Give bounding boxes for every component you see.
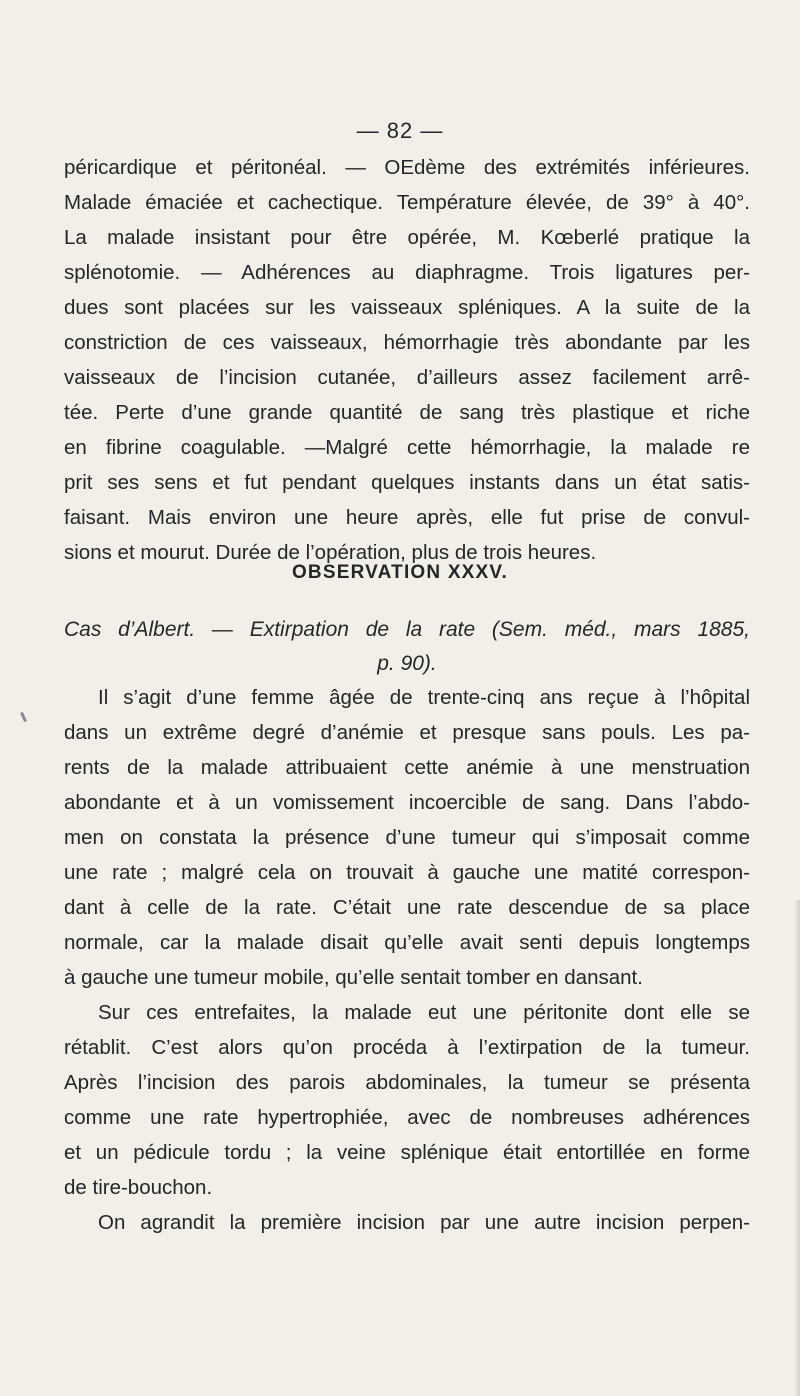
text-line: prit ses sens et fut pendant quelques instants dans un état satis- [64, 471, 750, 494]
text-line: rents de la malade attribuaient cette anémie à une menstruation [64, 756, 750, 779]
page-number: — 82 — [356, 118, 444, 143]
text-line: abondante et à un vomissement incoercible de sang. Dans l’abdo- [64, 791, 750, 814]
text-line: péricardique et péritonéal. — OEdème des extrémités inférieures. [64, 156, 750, 179]
text-line: dant à celle de la rate. C’était une rate descendue de sa place [64, 896, 750, 919]
text-line: en fibrine coagulable. —Malgré cette hémorrhagie, la malade re [64, 436, 750, 459]
text-line: dues sont placées sur les vaisseaux spléniques. A la suite de la [64, 296, 750, 319]
text-line: de tire-bouchon. [64, 1176, 213, 1199]
citation-line: Cas d’Albert. — Extirpation de la rate (Sem. méd., mars 1885, [64, 618, 750, 641]
text-line: dans un extrême degré d’anémie et presque sans pouls. Les pa- [64, 721, 750, 744]
text-line: sions et mourut. Durée de l’opération, plus de trois heures. [64, 541, 597, 564]
paragraph-observation [64, 680, 750, 1240]
text-line: men on constata la présence d’une tumeur qui s’imposait comme [64, 826, 750, 849]
text-line: comme une rate hypertrophiée, avec de nombreuses adhérences [64, 1106, 750, 1129]
citation [64, 613, 750, 681]
text-line: Il s’agit d’une femme âgée de trente-cinq ans reçue à l’hôpital [98, 686, 750, 709]
text-line: faisant. Mais environ une heure après, elle fut prise de convul- [64, 506, 750, 529]
section-heading: OBSERVATION XXXV. [291, 562, 509, 583]
text-line: tée. Perte d’une grande quantité de sang très plastique et riche [64, 401, 750, 424]
citation-line: p. 90). [377, 652, 437, 675]
margin-mark [20, 712, 27, 722]
text-line: une rate ; malgré cela on trouvait à gauche une matité correspon- [64, 861, 750, 884]
text-line: rétablit. C’est alors qu’on procéda à l’extirpation de la tumeur. [64, 1036, 750, 1059]
text-line: On agrandit la première incision par une autre incision perpen- [98, 1211, 750, 1234]
text-line: splénotomie. — Adhérences au diaphragme. Trois ligatures per- [64, 261, 750, 284]
text-line: constriction de ces vaisseaux, hémorrhagie très abondante par les [64, 331, 750, 354]
paragraph-case-continuation [64, 150, 750, 570]
text-line: normale, car la malade disait qu’elle avait senti depuis longtemps [64, 931, 750, 954]
text-line: Après l’incision des parois abdominales, la tumeur se présenta [64, 1071, 750, 1094]
text-line: Sur ces entrefaites, la malade eut une péritonite dont elle se [98, 1001, 750, 1024]
page-edge-shadow [794, 900, 800, 1396]
text-line: et un pédicule tordu ; la veine splénique était entortillée en forme [64, 1141, 750, 1164]
text-line: à gauche une tumeur mobile, qu’elle sentait tomber en dansant. [64, 966, 643, 989]
text-line: La malade insistant pour être opérée, M. Kœberlé pratique la [64, 226, 750, 249]
text-line: Malade émaciée et cachectique. Température élevée, de 39° à 40°. [64, 191, 750, 214]
text-line: vaisseaux de l’incision cutanée, d’ailleurs assez facilement arrê- [64, 366, 750, 389]
